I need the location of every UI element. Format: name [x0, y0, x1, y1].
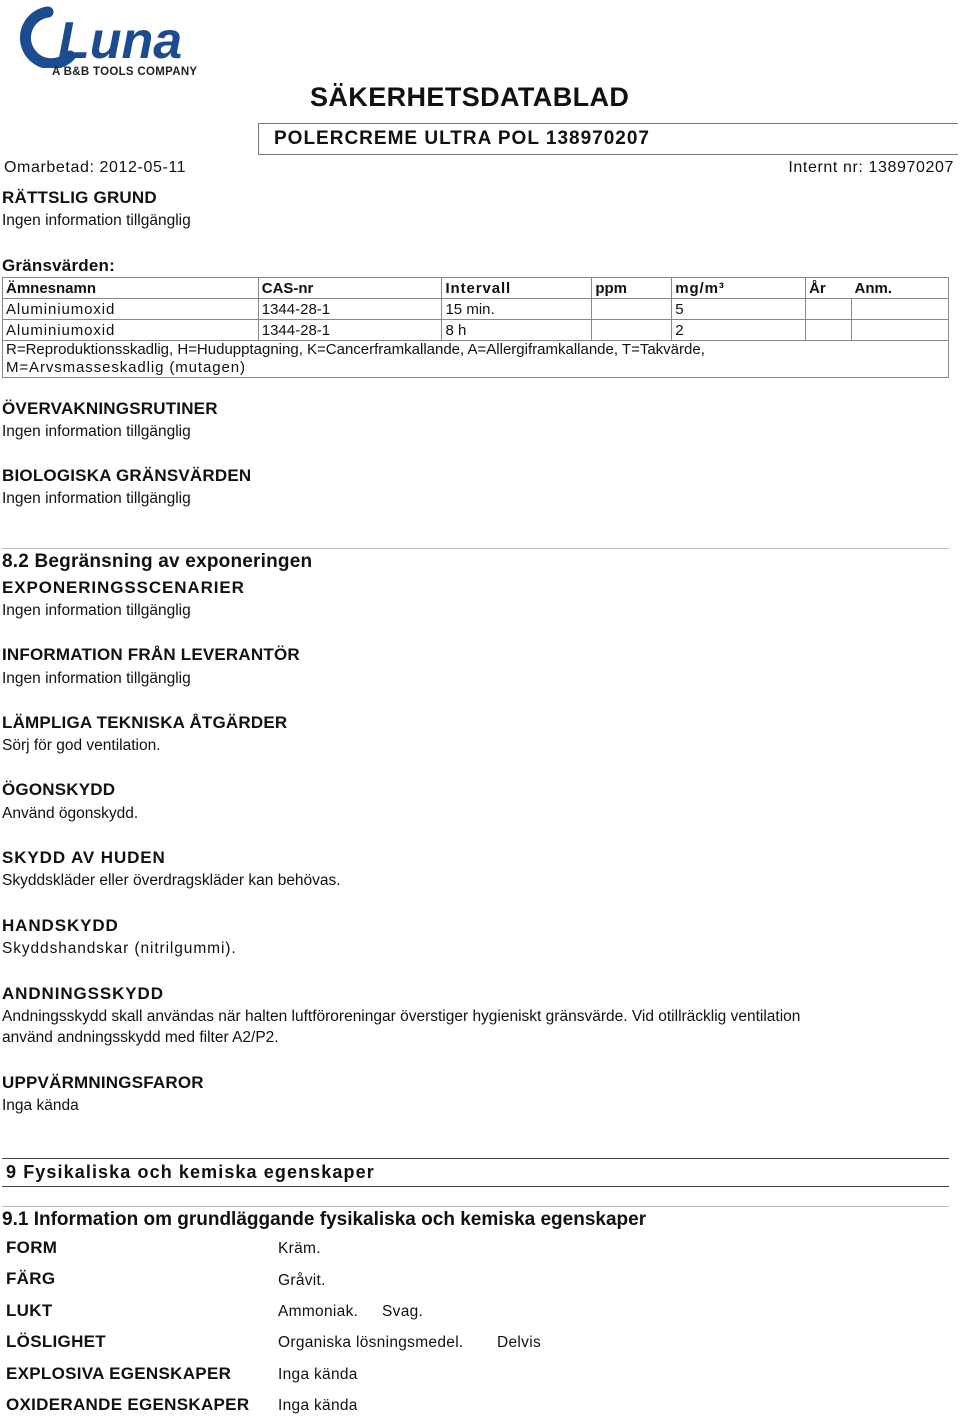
legal-heading: RÄTTSLIG GRUND [2, 188, 157, 207]
respiratory-heading: ANDNINGSSKYDD [2, 984, 164, 1003]
property-extra: Svag. [382, 1303, 424, 1320]
table-cell [806, 320, 852, 341]
svg-text:Luna: Luna [58, 12, 183, 68]
scenarios-heading: EXPONERINGSSCENARIER [2, 578, 245, 597]
section-9-heading: 9 Fysikaliska och kemiska egenskaper [6, 1162, 375, 1182]
skin-protection-text: Skyddskläder eller överdragskläder kan behövas. [2, 872, 341, 889]
property-value: Kräm. [278, 1240, 321, 1257]
revised-date: Omarbetad: 2012-05-11 [4, 159, 187, 176]
property-value: Ammoniak. [278, 1303, 359, 1320]
table-note-row [3, 341, 949, 378]
eye-protection-heading: ÖGONSKYDD [2, 780, 116, 799]
legal-text: Ingen information tillgänglig [2, 212, 191, 229]
bio-text: Ingen information tillgänglig [2, 490, 191, 507]
section-9-1-heading: 9.1 Information om grundläggande fysikaliska och kemiska egenskaper [2, 1209, 647, 1230]
table-cell: Aluminiumoxid [3, 299, 259, 320]
property-key: EXPLOSIVA EGENSKAPER [6, 1364, 232, 1383]
table-cell: 8 h [442, 320, 592, 341]
col-header: Ämnesnamn [3, 278, 259, 299]
luna-logo [14, 6, 204, 68]
section-divider [2, 1206, 949, 1207]
bio-heading: BIOLOGISKA GRÄNSVÄRDEN [2, 466, 252, 485]
heating-heading: UPPVÄRMNINGSFAROR [2, 1073, 204, 1092]
table-cell: 1344-28-1 [258, 299, 442, 320]
table-cell [806, 299, 852, 320]
property-value: Inga kända [278, 1366, 358, 1383]
skin-protection-heading: SKYDD AV HUDEN [2, 848, 166, 867]
scenarios-text: Ingen information tillgänglig [2, 602, 191, 619]
property-value: Inga kända [278, 1397, 358, 1414]
note-line: R=Reproduktionsskadlig, H=Hudupptagning, K=Cancerframkallande, A=Allergiframkallande, T=Takvärde, [6, 341, 705, 358]
technical-text: Sörj för god ventilation. [2, 737, 161, 754]
limits-table [2, 277, 949, 378]
exposure-heading: 8.2 Begränsning av exponeringen [2, 551, 313, 572]
property-key: LÖSLIGHET [6, 1332, 106, 1351]
col-header: Anm. [852, 278, 949, 299]
hand-protection-text: Skyddshandskar (nitrilgummi). [2, 940, 237, 957]
property-value: Gråvit. [278, 1272, 326, 1289]
supplier-text: Ingen information tillgänglig [2, 670, 191, 687]
limits-heading: Gränsvärden: [2, 256, 115, 275]
property-key: FORM [6, 1238, 58, 1257]
section-rule [2, 1186, 949, 1187]
supplier-heading: INFORMATION FRÅN LEVERANTÖR [2, 645, 300, 664]
property-key: LUKT [6, 1301, 53, 1320]
table-row [3, 320, 949, 341]
table-cell: 15 min. [442, 299, 592, 320]
monitoring-heading: ÖVERVAKNINGSRUTINER [2, 399, 218, 418]
table-cell: 5 [672, 299, 806, 320]
col-header: CAS-nr [258, 278, 442, 299]
table-cell [592, 299, 672, 320]
section-divider [2, 548, 949, 549]
table-cell: Aluminiumoxid [3, 320, 259, 341]
table-cell [592, 320, 672, 341]
section-rule [2, 1158, 949, 1159]
eye-protection-text: Använd ögonskydd. [2, 805, 139, 822]
col-header: Intervall [442, 278, 592, 299]
property-value: Organiska lösningsmedel. [278, 1334, 464, 1351]
property-key: OXIDERANDE EGENSKAPER [6, 1395, 250, 1414]
table-cell [852, 299, 949, 320]
product-title: POLERCREME ULTRA POL 138970207 [274, 128, 650, 149]
technical-heading: LÄMPLIGA TEKNISKA ÅTGÄRDER [2, 713, 288, 732]
hand-protection-heading: HANDSKYDD [2, 916, 119, 935]
table-row [3, 299, 949, 320]
heating-text: Inga kända [2, 1097, 79, 1114]
property-key: FÄRG [6, 1269, 56, 1288]
col-header: År [806, 278, 852, 299]
internal-number: Internt nr: 138970207 [788, 159, 954, 176]
col-header: mg/m³ [672, 278, 806, 299]
respiratory-text: Andningsskydd skall användas när halten luftföroreningar överstiger hygieniskt gränsvärde. Vid otillräcklig ventilation [2, 1008, 801, 1025]
respiratory-text: använd andningsskydd med filter A2/P2. [2, 1029, 279, 1046]
table-note [3, 341, 949, 378]
col-header: ppm [592, 278, 672, 299]
logo-tagline: A B&B TOOLS COMPANY [52, 66, 198, 78]
document-title: SÄKERHETSDATABLAD [310, 82, 630, 112]
note-line: M=Arvsmasseskadlig (mutagen) [6, 359, 246, 376]
limits-header-row [3, 278, 949, 299]
property-extra: Delvis [497, 1334, 542, 1351]
monitoring-text: Ingen information tillgänglig [2, 423, 191, 440]
table-cell [852, 320, 949, 341]
table-cell: 2 [672, 320, 806, 341]
table-cell: 1344-28-1 [258, 320, 442, 341]
